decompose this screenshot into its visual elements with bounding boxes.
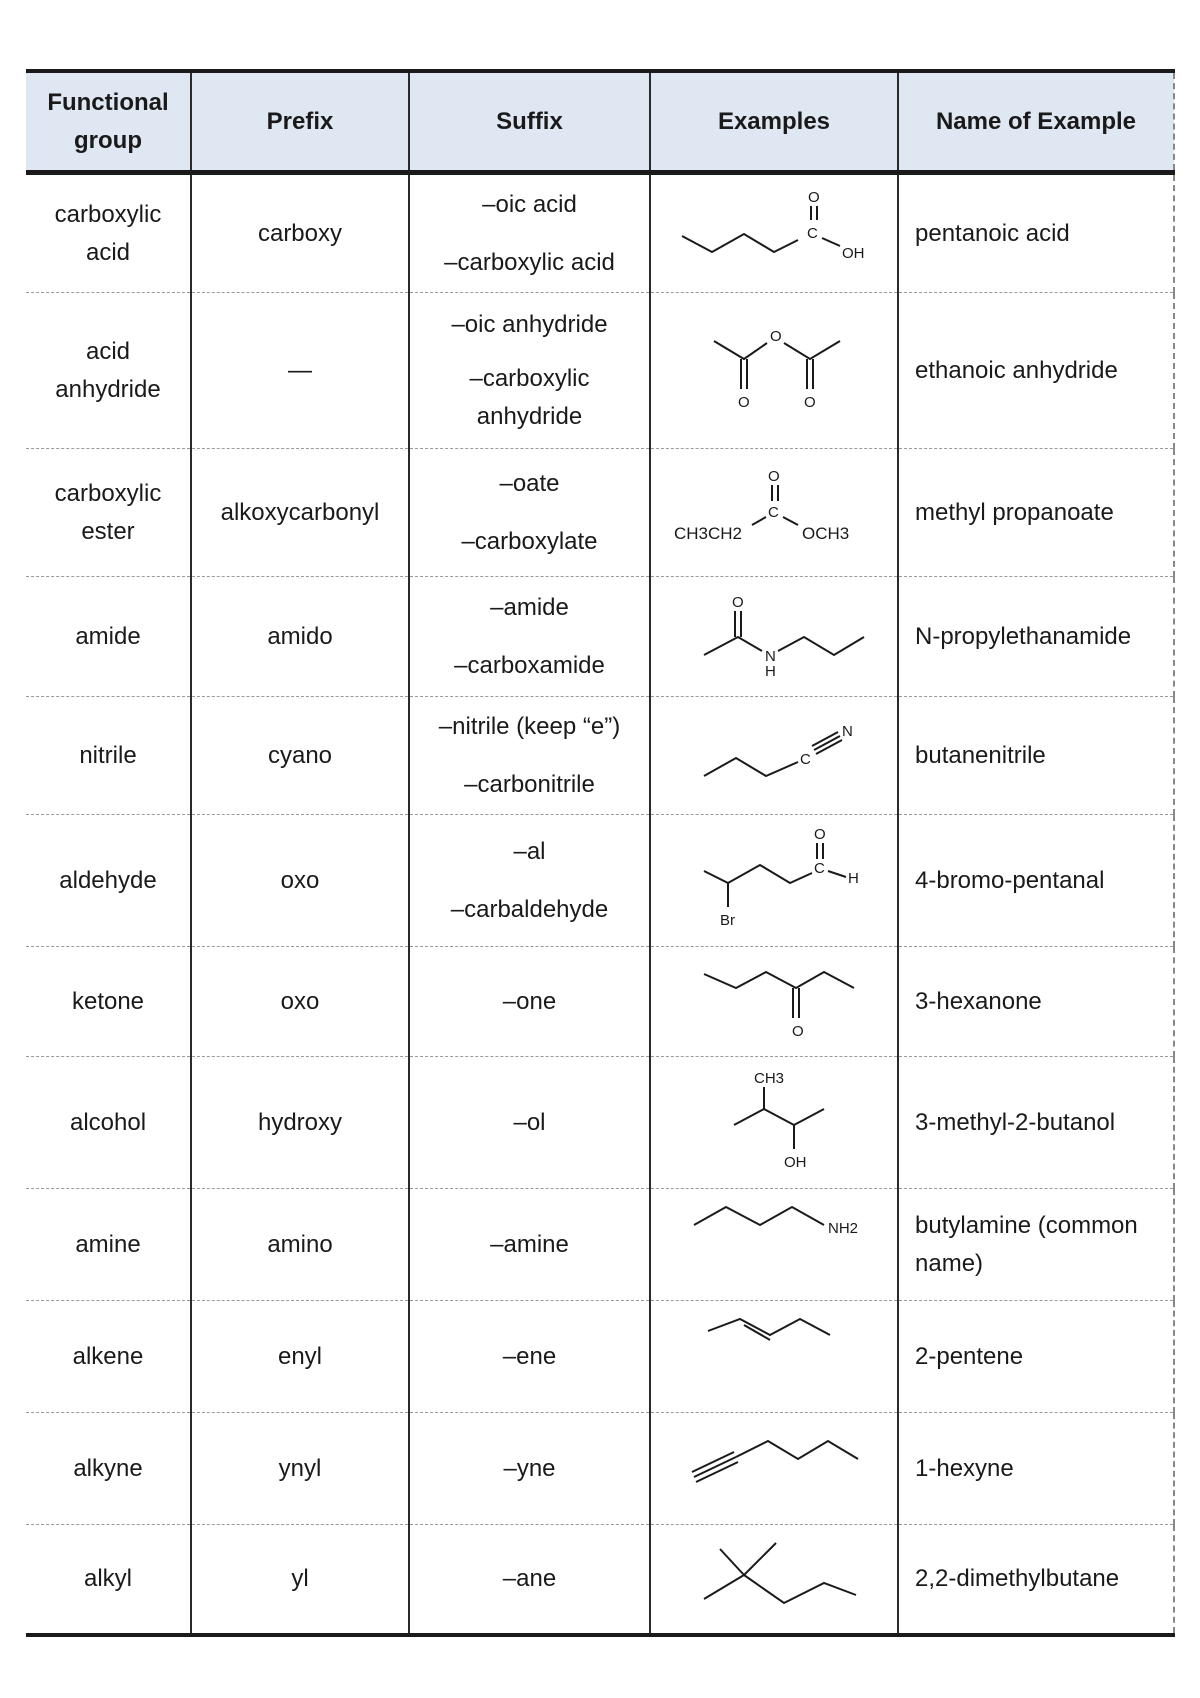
table-row <box>26 1413 1174 1525</box>
table-row <box>26 449 1174 577</box>
prefix-cell: oxo <box>191 815 409 947</box>
example-structure-cell <box>650 1413 898 1525</box>
hydrogen-bond <box>828 871 846 877</box>
suffix-text: –carboxylate <box>461 527 598 555</box>
bridge-oxygen-label: O <box>770 327 782 345</box>
example-name-cell: butylamine (common name) <box>898 1189 1174 1301</box>
suffix-text: –one <box>502 987 557 1015</box>
example-structure-cell <box>650 449 898 577</box>
table-row <box>26 947 1174 1057</box>
group-cell: carboxylic acid <box>26 173 191 293</box>
prefix-cell: oxo <box>191 947 409 1057</box>
oxygen-label: O <box>732 593 744 611</box>
methyl-bond-c <box>704 1575 744 1599</box>
example-name-cell: 4-bromo-pentanal <box>898 815 1174 947</box>
header-name-of-example: Name of Example <box>898 71 1174 173</box>
butylamine-structure <box>664 1195 884 1295</box>
carbon-chain <box>734 1109 824 1125</box>
right-acyl-bonds <box>784 341 840 359</box>
table-row <box>26 815 1174 947</box>
methyl-propanoate-structure <box>664 463 884 563</box>
suffix-cell <box>409 947 650 1057</box>
suffix-text: –oic anhydride <box>451 310 608 338</box>
suffix-text: –yne <box>503 1454 556 1482</box>
example-structure-cell <box>650 1301 898 1413</box>
3-methyl-2-butanol-structure <box>664 1063 884 1183</box>
carbon-label: C <box>800 750 811 768</box>
oxygen-label: O <box>808 188 820 206</box>
oxygen-label: O <box>768 467 780 485</box>
example-structure-cell <box>650 293 898 449</box>
suffix-text: –oic acid <box>482 190 577 218</box>
propyl-chain <box>778 637 864 655</box>
1-hexyne-structure <box>664 1419 884 1519</box>
example-structure-cell <box>650 815 898 947</box>
header-functional-group: Functional group <box>26 71 191 173</box>
methyl-label: CH3 <box>754 1069 785 1087</box>
group-cell: amine <box>26 1189 191 1301</box>
group-cell: alcohol <box>26 1057 191 1189</box>
suffix-cell <box>409 1413 650 1525</box>
example-name-cell: butanenitrile <box>898 697 1174 815</box>
suffix-cell <box>409 1525 650 1635</box>
suffix-cell <box>409 173 650 293</box>
carbon-chain <box>704 758 798 776</box>
prefix-cell: amino <box>191 1189 409 1301</box>
table-row <box>26 1189 1174 1301</box>
table-row <box>26 1301 1174 1413</box>
carbon-chain <box>694 1207 824 1225</box>
suffix-cell <box>409 449 650 577</box>
group-cell: nitrile <box>26 697 191 815</box>
table-row <box>26 293 1174 449</box>
example-name-cell: pentanoic acid <box>898 173 1174 293</box>
prefix-cell: alkoxycarbonyl <box>191 449 409 577</box>
bromine-label: Br <box>720 911 735 929</box>
prefix-cell: enyl <box>191 1301 409 1413</box>
example-name-cell: 2,2-dimethylbutane <box>898 1525 1174 1635</box>
group-cell: amide <box>26 577 191 697</box>
functional-groups-table <box>26 69 1175 1637</box>
4-bromo-pentanal-structure <box>664 821 884 941</box>
table-row <box>26 577 1174 697</box>
suffix-cell <box>409 1301 650 1413</box>
header-prefix: Prefix <box>191 71 409 173</box>
suffix-text: –amide <box>490 593 569 621</box>
example-structure-cell <box>650 1525 898 1635</box>
nitrogen-label: N <box>842 722 853 740</box>
pentanoic-acid-structure <box>664 184 884 284</box>
methyl-bond-b <box>744 1543 776 1575</box>
table-row <box>26 173 1174 293</box>
methyl-bond-a <box>720 1549 744 1575</box>
left-acyl-bonds <box>714 341 767 359</box>
suffix-text: –carbonitrile <box>464 770 595 798</box>
n-propylethanamide-structure <box>664 587 884 687</box>
example-name-cell: 3-hexanone <box>898 947 1174 1057</box>
header-examples: Examples <box>650 71 898 173</box>
prefix-cell: yl <box>191 1525 409 1635</box>
2-pentene-structure <box>664 1307 884 1407</box>
suffix-cell <box>409 1057 650 1189</box>
carbon-label: C <box>807 224 818 242</box>
prefix-cell: cyano <box>191 697 409 815</box>
suffix-cell <box>409 1189 650 1301</box>
3-hexanone-structure <box>664 952 884 1052</box>
methoxy-label: OCH3 <box>802 523 850 543</box>
table-row <box>26 1525 1174 1635</box>
carbon-chain <box>704 865 812 883</box>
example-structure-cell <box>650 1189 898 1301</box>
left-bond <box>752 517 766 525</box>
suffix-text: –nitrile (keep “e”) <box>438 712 621 740</box>
group-cell: alkene <box>26 1301 191 1413</box>
right-bond <box>783 517 798 525</box>
group-cell: carboxylic ester <box>26 449 191 577</box>
single-bond <box>822 238 840 246</box>
example-name-cell: methyl propanoate <box>898 449 1174 577</box>
suffix-text: –ene <box>502 1342 557 1370</box>
carbon-chain <box>736 1441 858 1459</box>
suffix-text: –al <box>513 837 546 865</box>
header-suffix: Suffix <box>409 71 650 173</box>
suffix-cell <box>409 293 650 449</box>
right-oxygen-label: O <box>804 393 816 411</box>
example-structure-cell <box>650 947 898 1057</box>
example-name-cell: ethanoic anhydride <box>898 293 1174 449</box>
example-name-cell: 3-methyl-2-butanol <box>898 1057 1174 1189</box>
prefix-cell: carboxy <box>191 173 409 293</box>
carbon-label: C <box>814 859 825 877</box>
suffix-text: –oate <box>499 469 560 497</box>
prefix-cell: amido <box>191 577 409 697</box>
example-name-cell: N-propylethanamide <box>898 577 1174 697</box>
table-row <box>26 697 1174 815</box>
suffix-text: –carboxamide <box>454 651 605 679</box>
suffix-text: –carboxylic anhydride <box>469 364 590 430</box>
carbon-label: C <box>768 503 779 521</box>
example-structure-cell <box>650 173 898 293</box>
table-row <box>26 1057 1174 1189</box>
example-structure-cell <box>650 1057 898 1189</box>
acetyl-bonds <box>704 637 762 655</box>
hydrogen-label: H <box>848 869 859 887</box>
group-cell: alkyl <box>26 1525 191 1635</box>
header-row <box>26 71 1174 173</box>
oxygen-label: O <box>792 1022 804 1040</box>
suffix-text: –ane <box>502 1564 557 1592</box>
carbon-chain <box>708 1319 830 1335</box>
ethanoic-anhydride-structure <box>664 311 884 431</box>
nitrogen-label: N <box>765 647 776 665</box>
amine-label: NH2 <box>828 1219 859 1237</box>
example-name-cell: 1-hexyne <box>898 1413 1174 1525</box>
group-cell: ketone <box>26 947 191 1057</box>
prefix-cell: hydroxy <box>191 1057 409 1189</box>
suffix-text: –carboxylic acid <box>444 248 615 276</box>
prefix-cell: ynyl <box>191 1413 409 1525</box>
ethyl-label: CH3CH2 <box>674 523 743 543</box>
example-structure-cell <box>650 577 898 697</box>
carbon-chain <box>704 972 854 988</box>
group-cell: acid anhydride <box>26 293 191 449</box>
example-name-cell: 2-pentene <box>898 1301 1174 1413</box>
suffix-text: –ol <box>513 1108 546 1136</box>
hydrogen-label: H <box>765 662 776 680</box>
butanenitrile-structure <box>664 706 884 806</box>
hydroxyl-label: OH <box>784 1153 807 1171</box>
ethyl-chain <box>744 1575 856 1603</box>
example-structure-cell <box>650 697 898 815</box>
group-cell: alkyne <box>26 1413 191 1525</box>
prefix-cell: — <box>191 293 409 449</box>
left-oxygen-label: O <box>738 393 750 411</box>
carbon-chain <box>682 234 798 252</box>
suffix-cell <box>409 815 650 947</box>
oxygen-label: O <box>814 825 826 843</box>
suffix-text: –carbaldehyde <box>450 895 609 923</box>
group-cell: aldehyde <box>26 815 191 947</box>
2,2-dimethylbutane-structure <box>664 1529 884 1629</box>
suffix-text: –amine <box>490 1230 569 1258</box>
suffix-cell <box>409 577 650 697</box>
hydroxyl-label: OH <box>842 244 865 262</box>
suffix-cell <box>409 697 650 815</box>
